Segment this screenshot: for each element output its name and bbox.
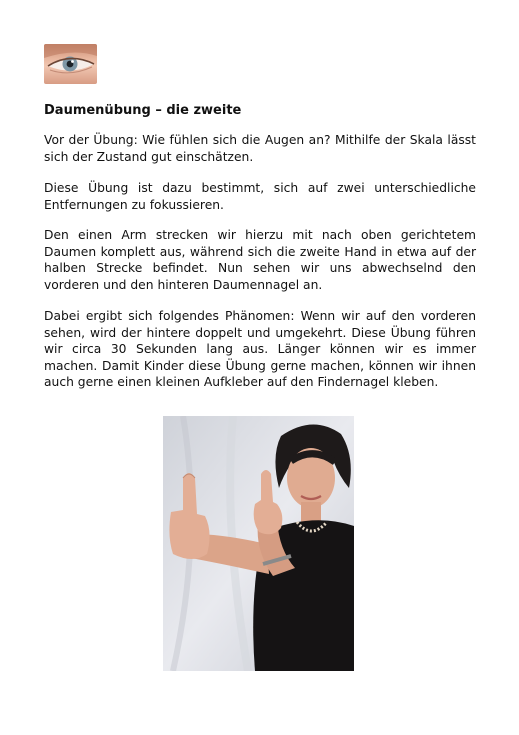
paragraph: Dabei ergibt sich folgendes Phänomen: Wenn wir auf den vorderen sehen, wird der hintere doppelt und umgekehrt. Diese Übung führen wir circa 30 Sekunden lang aus. Länger können wir es immer machen. Damit Kinder diese Übung gerne machen, können wir ihnen auch gerne einen kleinen Aufkleber auf den Findernagel kleben. [44,309,476,389]
paragraph: Den einen Arm strecken wir hierzu mit nach oben gerichtetem Daumen komplett aus, während sich die zweite Hand in etwa auf der halben Strecke befindet. Nun sehen wir uns abwechselnd den vorderen und den hinteren Daumennagel an. [44,228,476,292]
thumb-exercise-photo [163,416,354,671]
paragraph: Diese Übung ist dazu bestimmt, sich auf zwei unterschiedliche Entfernungen zu fokussieren. [44,181,476,212]
eye-closeup-image [44,44,97,84]
paragraph: Vor der Übung: Wie fühlen sich die Augen an? Mithilfe der Skala lässt sich der Zustand gut einschätzen. [44,133,476,164]
document-title: Daumenübung – die zweite [44,103,242,118]
